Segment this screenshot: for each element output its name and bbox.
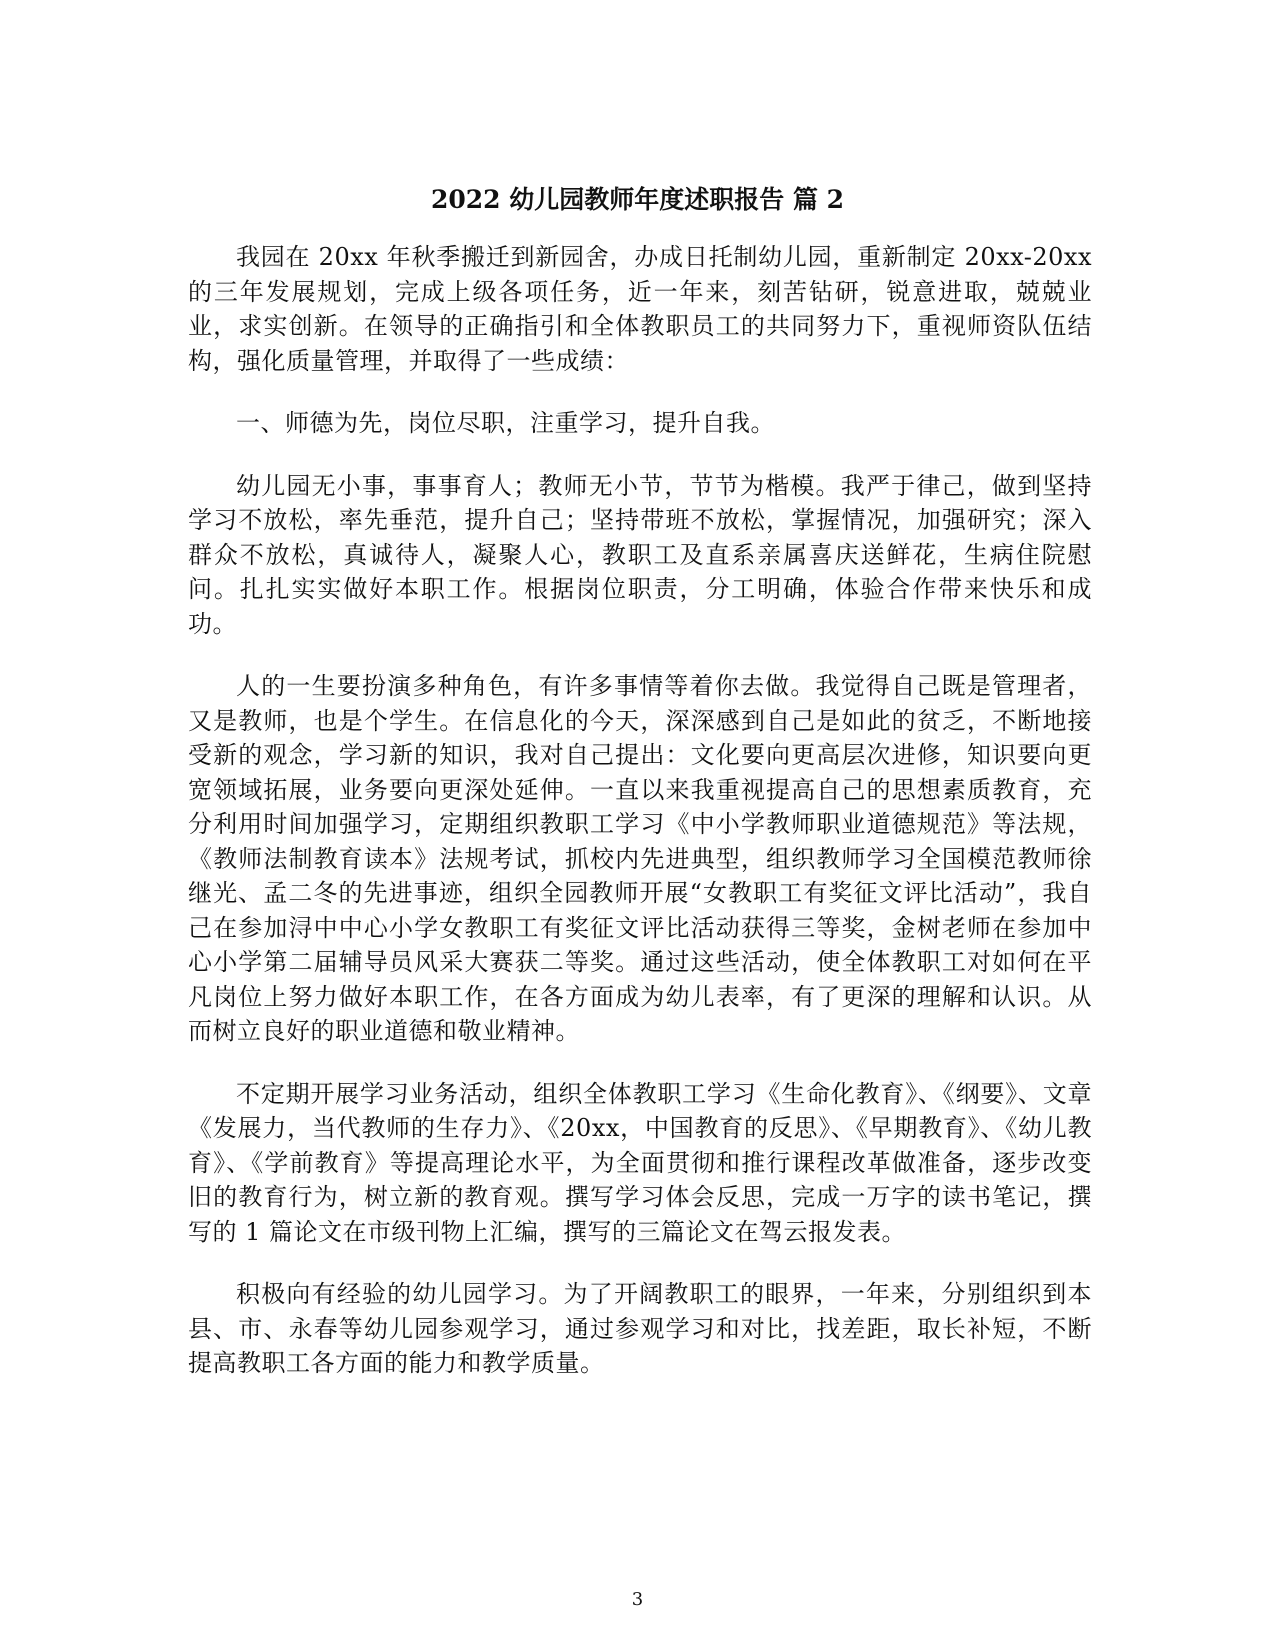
paragraph-role-model: 幼儿园无小事，事事育人；教师无小节，节节为楷模。我严于律己，做到坚持学习不放松，率先垂范，提升自己；坚持带班不放松，掌握情况，加强研究；深入群众不放松，真诚待人，凝聚人心，教职工及直系亲属喜庆送鲜花，生病住院慰问。扎扎实实做好本职工作。根据岗位职责，分工明确，体验合作带来快乐和成功。 [188,471,1092,638]
document-body [188,240,1092,1409]
paragraph-intro: 我园在 20xx 年秋季搬迁到新园舍，办成日托制幼儿园，重新制定 20xx-20xx 的三年发展规划，完成上级各项任务，近一年来，刻苦钻研，锐意进取，兢兢业业，求实创新。在领导的正确指引和全体教职员工的共同努力下，重视师资队伍结构，强化质量管理，并取得了一些成绩： [188,243,1092,375]
paragraph-section-heading: 一、师德为先，岗位尽职，注重学习，提升自我。 [236,409,775,437]
page-number: 3 [631,1589,644,1610]
paragraph-study-activities: 不定期开展学习业务活动，组织全体教职工学习《生命化教育》、《纲要》、文章《发展力，当代教师的生存力》、《20xx，中国教育的反思》、《早期教育》、《幼儿教育》、《学前教育》等提高理论水平，为全面贯彻和推行课程改革做准备，逐步改变旧的教育行为，树立新的教育观。撰写学习体会反思，完成一万字的读书笔记，撰写的 1 篇论文在市级刊物上汇编，撰写的三篇论文在驾云报发表。 [188,1079,1092,1246]
paragraph-visits: 积极向有经验的幼儿园学习。为了开阔教职工的眼界，一年来，分别组织到本县、市、永春等幼儿园参观学习，通过参观学习和对比，找差距，取长补短，不断提高教职工各方面的能力和教学质量。 [188,1280,1092,1377]
document-title: 2022 幼儿园教师年度述职报告 篇 2 [430,185,845,214]
paragraph-roles-and-learning: 人的一生要扮演多种角色，有许多事情等着你去做。我觉得自己既是管理者，又是教师，也是个学生。在信息化的今天，深深感到自己是如此的贫乏，不断地接受新的观念，学习新的知识，我对自己提出：文化要向更高层次进修，知识要向更宽领域拓展，业务要向更深处延伸。一直以来我重视提高自己的思想素质教育，充分利用时间加强学习，定期组织教职工学习《中小学教师职业道德规范》等法规，《教师法制教育读本》法规考试，抓校内先进典型，组织教师学习全国模范教师徐继光、孟二冬的先进事迹，组织全园教师开展“女教职工有奖征文评比活动”，我自己在参加浔中中心小学女教职工有奖征文评比活动获得三等奖，金树老师在参加中心小学第二届辅导员风采大赛获二等奖。通过这些活动，使全体教职工对如何在平凡岗位上努力做好本职工作，在各方面成为幼儿表率，有了更深的理解和认识。从而树立良好的职业道德和敬业精神。 [188,672,1092,1045]
